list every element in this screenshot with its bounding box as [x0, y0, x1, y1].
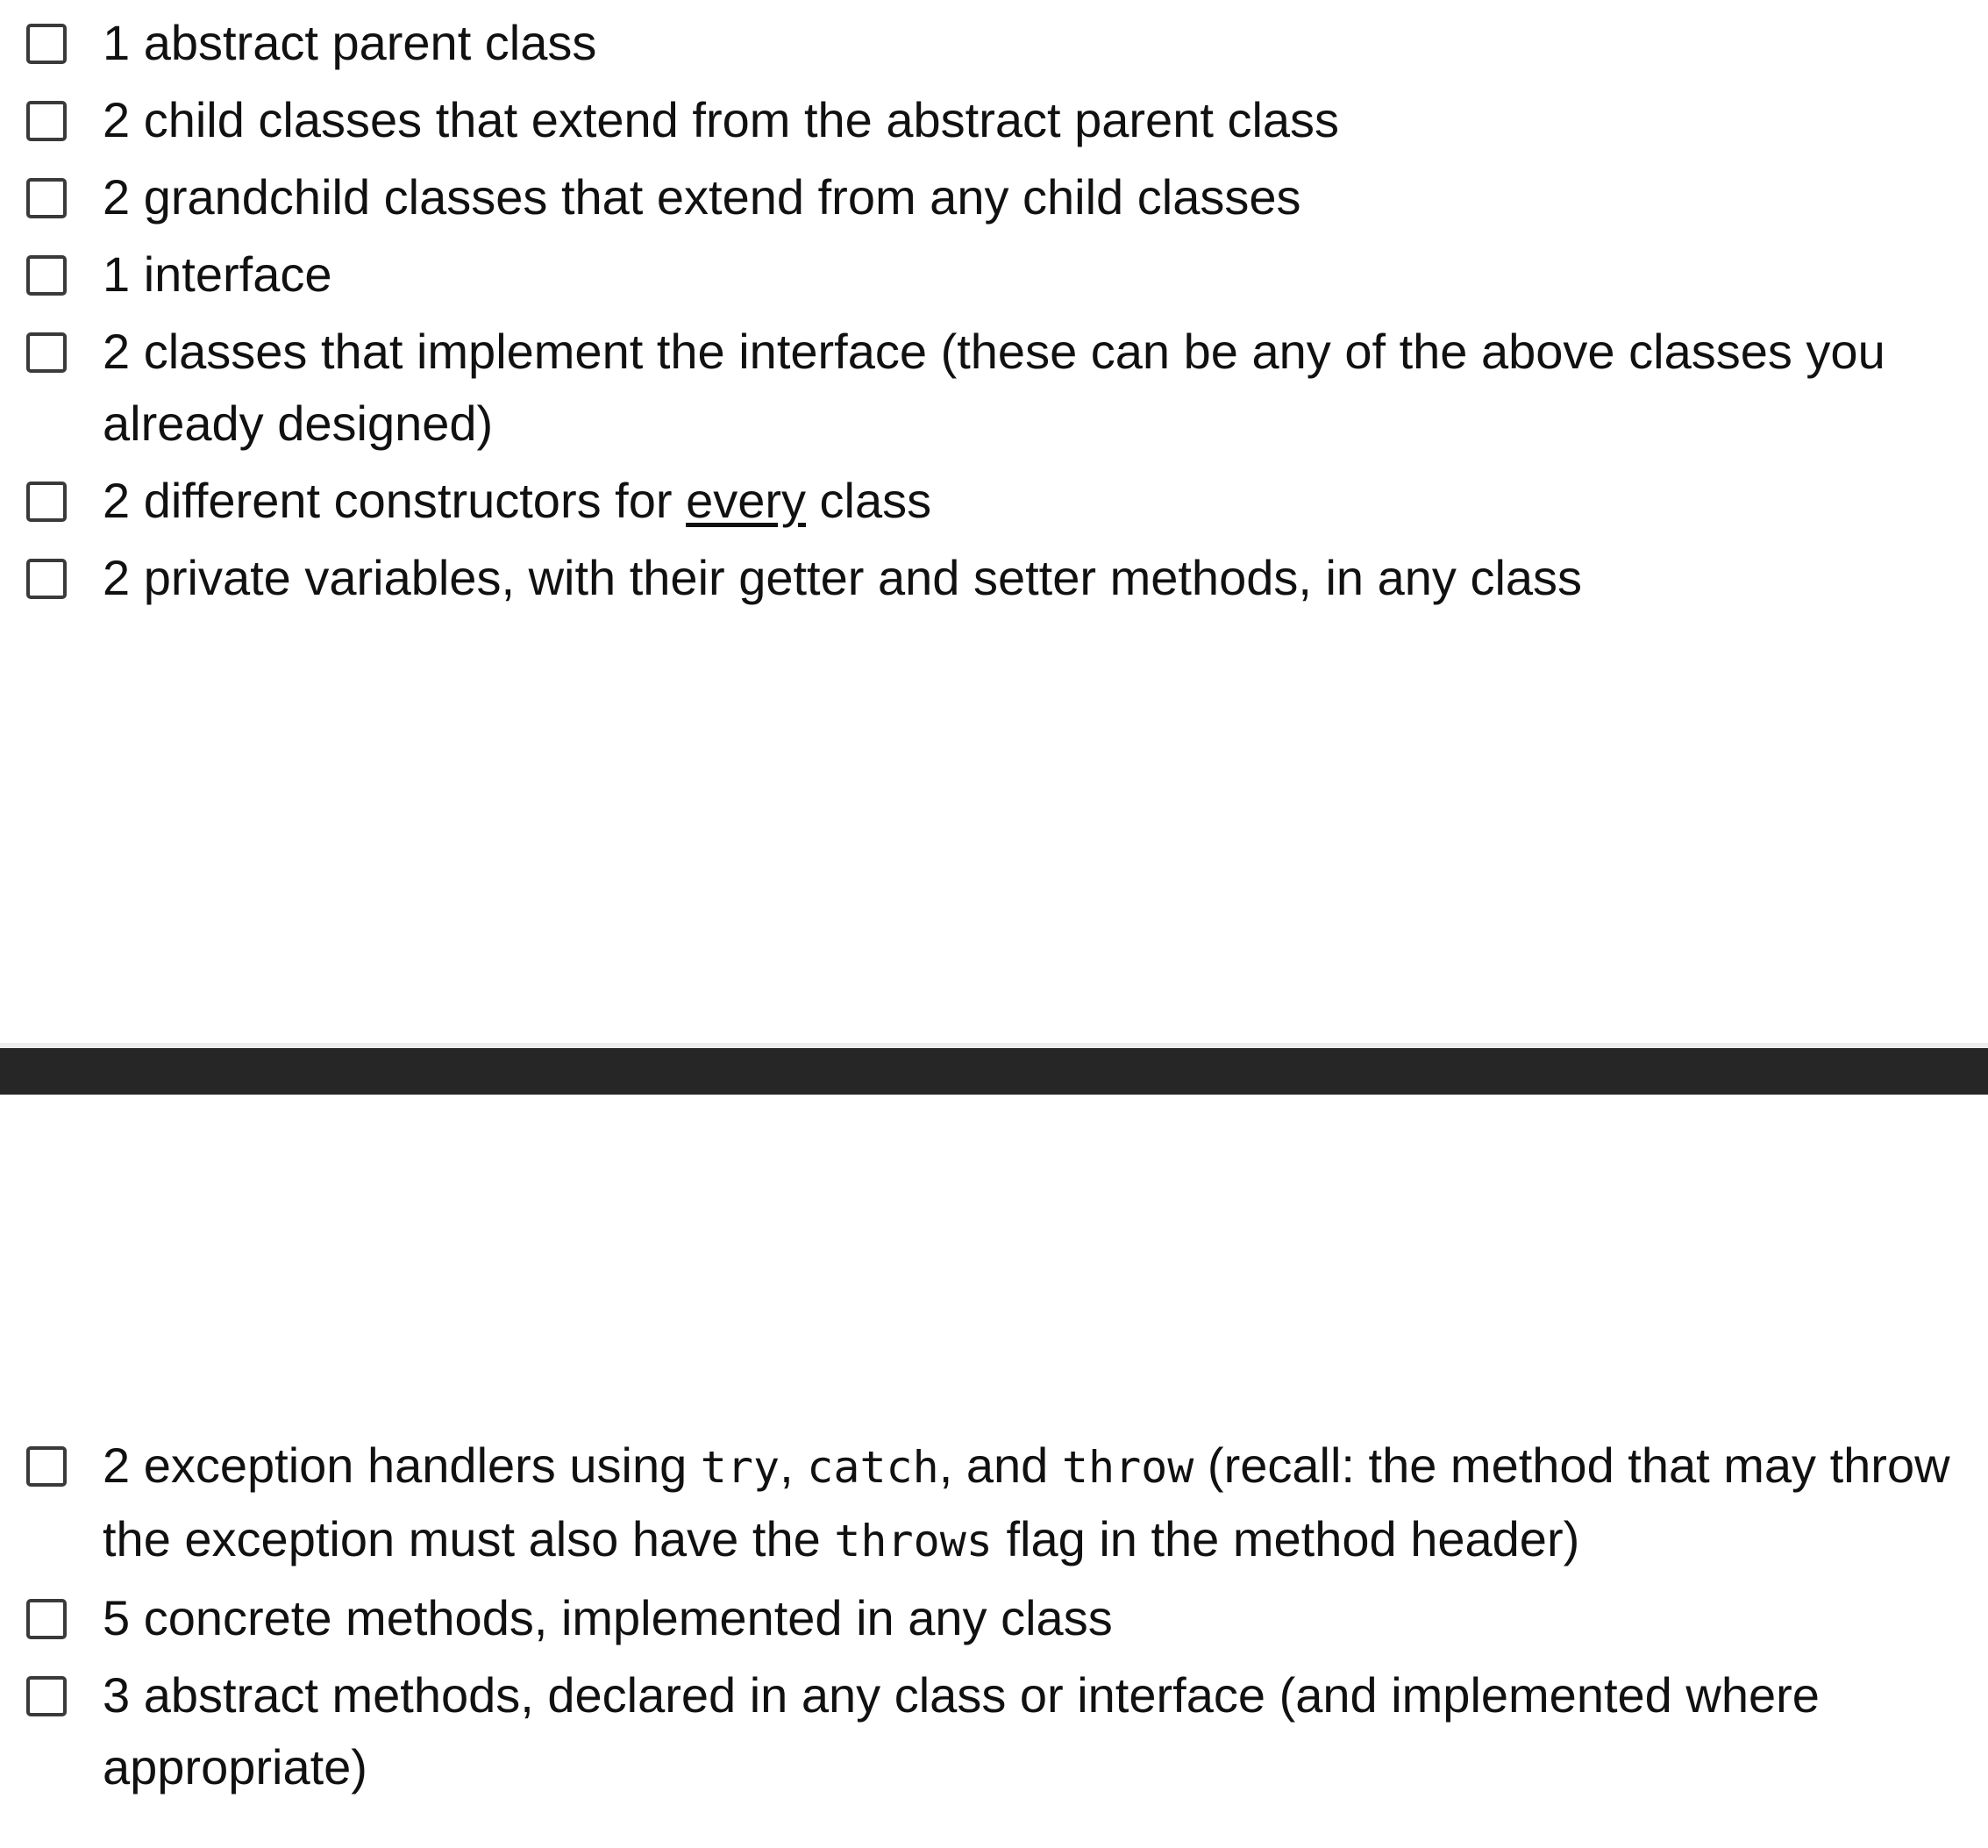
- checkbox[interactable]: [26, 1446, 67, 1487]
- checklist-item-label: 2 classes that implement the interface (these can be any of the above classes you already designed): [103, 324, 1885, 451]
- label-text: , and: [938, 1438, 1062, 1493]
- checklist-item-label: 2 private variables, with their getter and setter methods, in any class: [103, 550, 1583, 605]
- checklist-item-implementing-classes: [0, 316, 1988, 460]
- checklist-item-label: 1 abstract parent class: [103, 15, 597, 70]
- label-text: ,: [780, 1438, 808, 1493]
- checkbox[interactable]: [26, 332, 67, 373]
- checklist-item-abstract-parent: [0, 7, 1988, 79]
- code-try: try: [700, 1442, 780, 1493]
- checklist-item-label: 5 concrete methods, implemented in any class: [103, 1590, 1113, 1645]
- checklist-item-exception-handlers: [0, 1430, 1988, 1577]
- checklist-item-concrete-methods: [0, 1582, 1988, 1654]
- page-break-divider: [0, 1048, 1988, 1095]
- emphasis-every: every: [686, 473, 806, 528]
- checklist-item-label: 2 child classes that extend from the abstract parent class: [103, 92, 1340, 147]
- checkbox[interactable]: [26, 24, 67, 64]
- label-text: 2 different constructors for: [103, 473, 687, 528]
- label-text: 2 exception handlers using: [103, 1438, 701, 1493]
- checklist-item-label: 2 grandchild classes that extend from any child classes: [103, 169, 1301, 225]
- checkbox[interactable]: [26, 178, 67, 218]
- label-text: class: [806, 473, 932, 528]
- checkbox[interactable]: [26, 1676, 67, 1716]
- checklist-item-constructors: [0, 465, 1988, 537]
- checkbox[interactable]: [26, 1599, 67, 1639]
- checkbox[interactable]: [26, 255, 67, 296]
- checklist-item-interface: [0, 239, 1988, 310]
- checklist-item-label: 3 abstract methods, declared in any class or interface (and implemented where appropriate): [103, 1667, 1820, 1794]
- checkbox[interactable]: [26, 482, 67, 522]
- checklist-item-label: 1 interface: [103, 246, 332, 302]
- code-throw: throw: [1061, 1442, 1194, 1493]
- checkbox[interactable]: [26, 559, 67, 599]
- checkbox[interactable]: [26, 101, 67, 141]
- checklist-item-abstract-methods: [0, 1659, 1988, 1803]
- checklist-item-grandchild-classes: [0, 161, 1988, 233]
- requirements-checklist-bottom: [0, 1430, 1988, 1809]
- checklist-item-label: [103, 465, 1953, 537]
- checklist-item-private-variables: [0, 542, 1988, 614]
- label-text: (recall: the method that may throw the exception must also have the: [103, 1438, 1950, 1566]
- checklist-item-label: [103, 1430, 1953, 1577]
- checklist-item-child-classes: [0, 84, 1988, 156]
- requirements-checklist-top: [0, 7, 1988, 619]
- code-catch: catch: [807, 1442, 939, 1493]
- label-text: flag in the method header): [992, 1511, 1580, 1566]
- code-throws: throws: [834, 1516, 993, 1566]
